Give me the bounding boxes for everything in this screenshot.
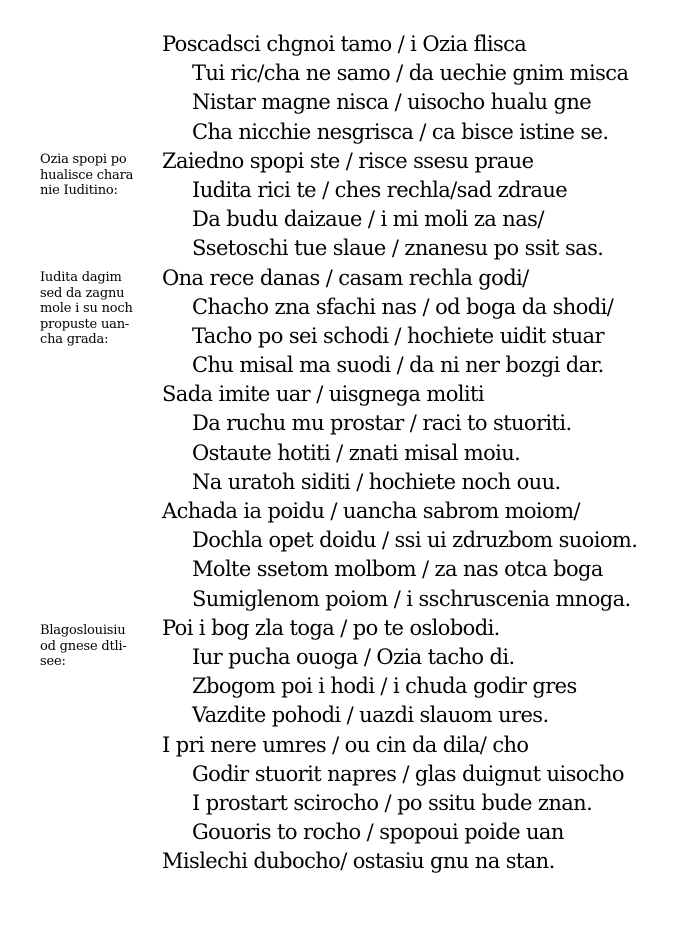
verse-line: Da budu daizaue / i mi moli za nas/ [192, 207, 544, 232]
gloss-line: Iudita dagim [40, 270, 122, 285]
verse-line: Na uratoh siditi / hochiete noch ouu. [192, 469, 561, 494]
margin-gloss-blagoslouisiu [40, 623, 165, 670]
verse-column [162, 30, 662, 876]
verse-line: Achada ia poidu / uancha sabrom moiom/ [162, 499, 580, 523]
verse-line: I pri nere umres / ou cin da dila/ cho [162, 732, 529, 757]
gloss-line: mole i su noch [40, 301, 133, 316]
verse-line: Ssetoschi tue slaue / znanesu po ssit sas. [192, 236, 604, 261]
verse-line: Iur pucha ouoga / Ozia tacho di. [192, 644, 515, 669]
verse-line: Molte ssetom molbom / za nas otca boga [192, 557, 603, 582]
gloss-line: propuste uan- [40, 316, 130, 332]
verse-line: Vazdite pohodi / uazdi slauom ures. [192, 703, 549, 728]
verse-line: Zbogom poi i hodi / i chuda godir gres [192, 674, 577, 699]
verse-line: Tui ric/cha ne samo / da uechie gnim misca [192, 61, 629, 86]
gloss-line: Ozia spopi po [40, 152, 127, 167]
verse-line: Zaiedno spopi ste / risce ssesu praue [162, 148, 534, 173]
verse-line: Tacho po sei schodi / hochiete uidit stuar [192, 323, 604, 348]
verse-line: Iudita rici te / ches rechla/sad zdraue [192, 177, 568, 202]
verse-line: Sumiglenom poiom / i sschruscenia mnoga. [192, 586, 631, 611]
verse-line: Ona rece danas / casam rechla godi/ [162, 265, 529, 290]
gloss-line: nie Iuditino: [40, 183, 118, 198]
gloss-line: sed da zagnu [40, 285, 125, 301]
verse-line: Da ruchu mu prostar / raci to stuoriti. [192, 411, 572, 436]
margin-gloss-iudita [40, 270, 165, 348]
margin-gloss-ozia [40, 152, 165, 199]
verse-line: I prostart scirocho / po ssitu bude znan. [192, 790, 593, 815]
verse-line: Cha nicchie nesgrisca / ca bisce istine se. [192, 119, 609, 144]
gloss-line: Blagoslouisiu [40, 623, 126, 638]
verse-line: Mislechi dubocho/ ostasiu gnu na stan. [162, 849, 555, 874]
verse-line: Poi i bog zla toga / po te oslobodi. [162, 615, 500, 640]
verse-line: Chu misal ma suodi / da ni ner bozgi dar. [192, 353, 604, 378]
verse-line: Ostaute hotiti / znati misal moiu. [192, 440, 521, 465]
verse-line: Godir stuorit napres / glas duignut uisocho [192, 761, 624, 786]
verse-line: Nistar magne nisca / uisocho hualu gne [192, 90, 592, 115]
verse-line: Poscadsci chgnoi tamo / i Ozia flisca [162, 32, 527, 56]
verse-line: Sada imite uar / uisgnega moliti [162, 382, 484, 407]
gloss-line: see: [40, 654, 66, 669]
gloss-line: cha grada: [40, 332, 109, 347]
gloss-line: od gnese dtli- [40, 638, 127, 654]
gloss-line: hualisce chara [40, 167, 134, 183]
verse-line: Dochla opet doidu / ssi ui zdruzbom suoiom. [192, 528, 638, 553]
verse-line: Gouoris to rocho / spopoui poide uan [192, 820, 564, 845]
verse-line: Chacho zna sfachi nas / od boga da shodi/ [192, 294, 614, 319]
